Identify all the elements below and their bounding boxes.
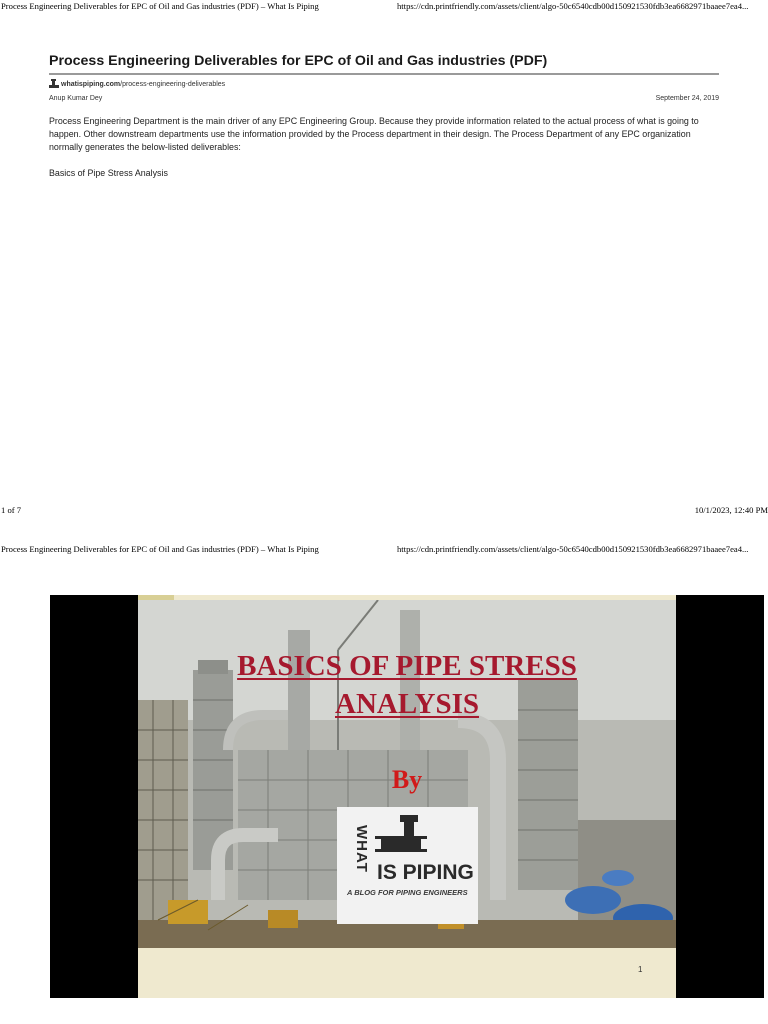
slide-number: 1 bbox=[638, 965, 643, 974]
source-path[interactable]: /process-engineering-deliverables bbox=[120, 80, 226, 88]
print-footer-page1 bbox=[0, 505, 768, 517]
what-is-piping-logo bbox=[337, 807, 478, 924]
source-line bbox=[49, 79, 719, 89]
article-subheading: Basics of Pipe Stress Analysis bbox=[49, 167, 168, 178]
slide-title bbox=[138, 647, 676, 723]
print-header-page1 bbox=[0, 1, 768, 13]
logo-tagline-text: A BLOG FOR PIPING ENGINEERS bbox=[347, 888, 468, 897]
print-header-page2 bbox=[0, 544, 768, 556]
slide-content bbox=[138, 595, 676, 998]
article bbox=[49, 52, 719, 178]
print-header-title: Process Engineering Deliverables for EPC of Oil and Gas industries (PDF) – What Is Piping bbox=[1, 1, 319, 11]
page-count: 1 of 7 bbox=[1, 505, 22, 515]
print-header-url[interactable]: https://cdn.printfriendly.com/assets/client/algo-50c6540cdb00d150921530fdb3ea6682971baaee7ea4... bbox=[397, 544, 749, 554]
print-header-title: Process Engineering Deliverables for EPC of Oil and Gas industries (PDF) – What Is Piping bbox=[1, 544, 319, 554]
article-paragraph: Process Engineering Department is the main driver of any EPC Engineering Group. Because they provide information related to the actual process of what is going to happen. Other downstream departments use the information provided by the Process department in their design. The Process Department of any EPC organization normally generates the below-listed deliverables: bbox=[49, 116, 699, 153]
logo-is-piping-text: IS PIPING bbox=[377, 861, 474, 884]
slide-footer-band bbox=[138, 948, 676, 998]
site-logo-icon bbox=[49, 79, 59, 89]
print-header-url[interactable]: https://cdn.printfriendly.com/assets/client/algo-50c6540cdb00d150921530fdb3ea6682971baaee7ea4... bbox=[397, 1, 749, 11]
logo-what-text: WHAT bbox=[353, 825, 370, 873]
source-domain[interactable]: whatispiping.com bbox=[61, 80, 121, 88]
print-datetime: 10/1/2023, 12:40 PM bbox=[694, 505, 768, 515]
piping-logo-icon bbox=[337, 807, 478, 924]
slide-image bbox=[50, 595, 764, 998]
article-title: Process Engineering Deliverables for EPC of Oil and Gas industries (PDF) bbox=[49, 52, 719, 75]
slide-by-text: By bbox=[391, 765, 423, 794]
author: Anup Kumar Dey bbox=[49, 95, 103, 102]
slide-title-line1: BASICS OF PIPE STRESS bbox=[237, 650, 577, 682]
publish-date: September 24, 2019 bbox=[655, 95, 719, 102]
article-meta bbox=[49, 95, 719, 102]
slide-title-line2: ANALYSIS bbox=[335, 688, 479, 720]
